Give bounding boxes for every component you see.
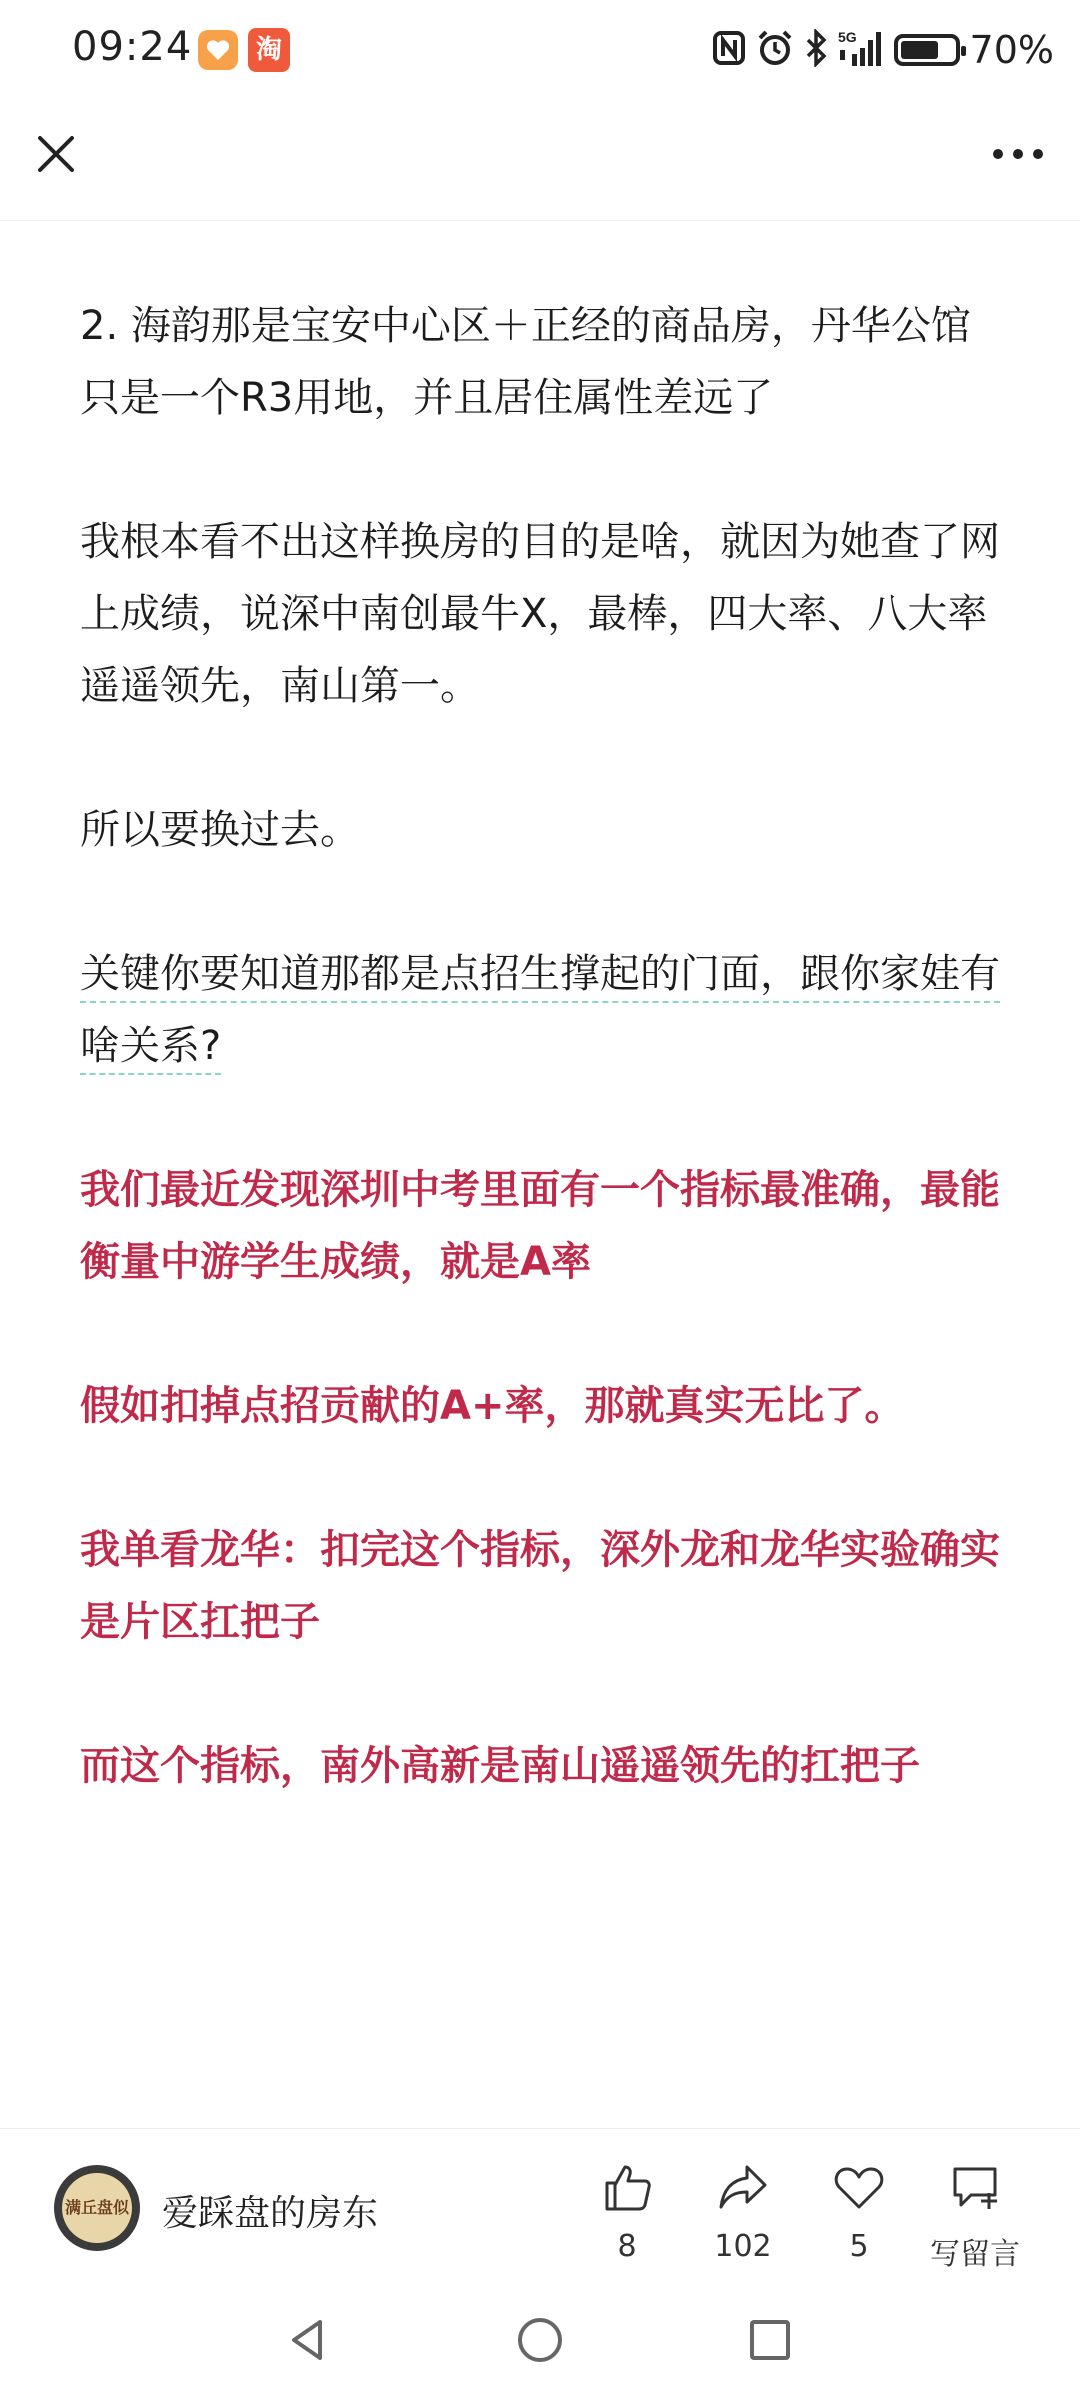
top-bar bbox=[0, 100, 1080, 221]
status-icons bbox=[712, 22, 1054, 78]
system-nav-bar bbox=[0, 2280, 1080, 2400]
more-icon[interactable] bbox=[986, 136, 1050, 172]
heart-app-icon bbox=[198, 30, 238, 70]
article-paragraph-highlighted bbox=[80, 938, 1010, 1082]
alarm-icon bbox=[756, 29, 794, 71]
article-paragraph-emphasis: 而这个指标，南外高新是南山遥遥领先的扛把子 bbox=[80, 1743, 920, 1789]
like-count: 8 bbox=[617, 2229, 637, 2264]
share-count: 102 bbox=[714, 2229, 772, 2264]
article-paragraph: 我根本看不出这样换房的目的是啥，就因为她查了网上成绩，说深中南创最牛X，最棒，四大率、八大率遥遥领先，南山第一。 bbox=[80, 519, 1000, 709]
svg-text:5G: 5G bbox=[837, 29, 857, 45]
signal-icon bbox=[838, 28, 884, 72]
comment-add-icon bbox=[947, 2159, 1003, 2215]
favorite-count: 5 bbox=[849, 2229, 869, 2264]
like-button[interactable] bbox=[572, 2159, 682, 2264]
article-paragraph: 所以要换过去。 bbox=[80, 807, 360, 853]
avatar[interactable] bbox=[54, 2165, 140, 2251]
avatar-text: 满丘盘似 bbox=[62, 2173, 132, 2243]
heart-icon bbox=[831, 2159, 887, 2215]
article-paragraph-emphasis: 我们最近发现深圳中考里面有一个指标最准确，最能衡量中游学生成绩，就是A率 bbox=[80, 1167, 1000, 1285]
status-time: 09:24 bbox=[72, 24, 193, 70]
highlighted-text[interactable]: 关键你要知道那都是点招生撑起的门面，跟你家娃有啥关系? bbox=[80, 951, 1000, 1069]
bluetooth-icon bbox=[804, 29, 828, 71]
nfc-icon bbox=[712, 30, 746, 70]
article-body bbox=[80, 290, 1010, 1802]
share-icon bbox=[715, 2159, 771, 2215]
favorite-button[interactable] bbox=[804, 2159, 914, 2264]
status-bar bbox=[0, 0, 1080, 100]
thumbs-up-icon bbox=[599, 2159, 655, 2215]
comment-label: 写留言 bbox=[930, 2237, 1020, 2272]
back-icon[interactable] bbox=[280, 2312, 336, 2368]
home-icon[interactable] bbox=[512, 2312, 568, 2368]
article-paragraph-emphasis: 我单看龙华：扣完这个指标，深外龙和龙华实验确实是片区扛把子 bbox=[80, 1527, 1000, 1645]
bottom-action-bar bbox=[0, 2128, 1080, 2279]
comment-button[interactable] bbox=[920, 2159, 1030, 2273]
battery-percent: 70% bbox=[969, 28, 1054, 72]
recents-icon[interactable] bbox=[742, 2312, 798, 2368]
battery-icon bbox=[894, 34, 960, 66]
share-button[interactable] bbox=[688, 2159, 798, 2264]
author-name[interactable]: 爱踩盘的房东 bbox=[162, 2193, 379, 2234]
article-paragraph-emphasis: 假如扣掉点招贡献的A+率，那就真实无比了。 bbox=[80, 1383, 905, 1429]
taobao-app-icon: 淘 bbox=[248, 28, 290, 72]
article-paragraph: 2. 海韵那是宝安中心区＋正经的商品房，丹华公馆只是一个R3用地，并且居住属性差远了 bbox=[80, 303, 971, 421]
close-icon[interactable] bbox=[28, 126, 84, 182]
